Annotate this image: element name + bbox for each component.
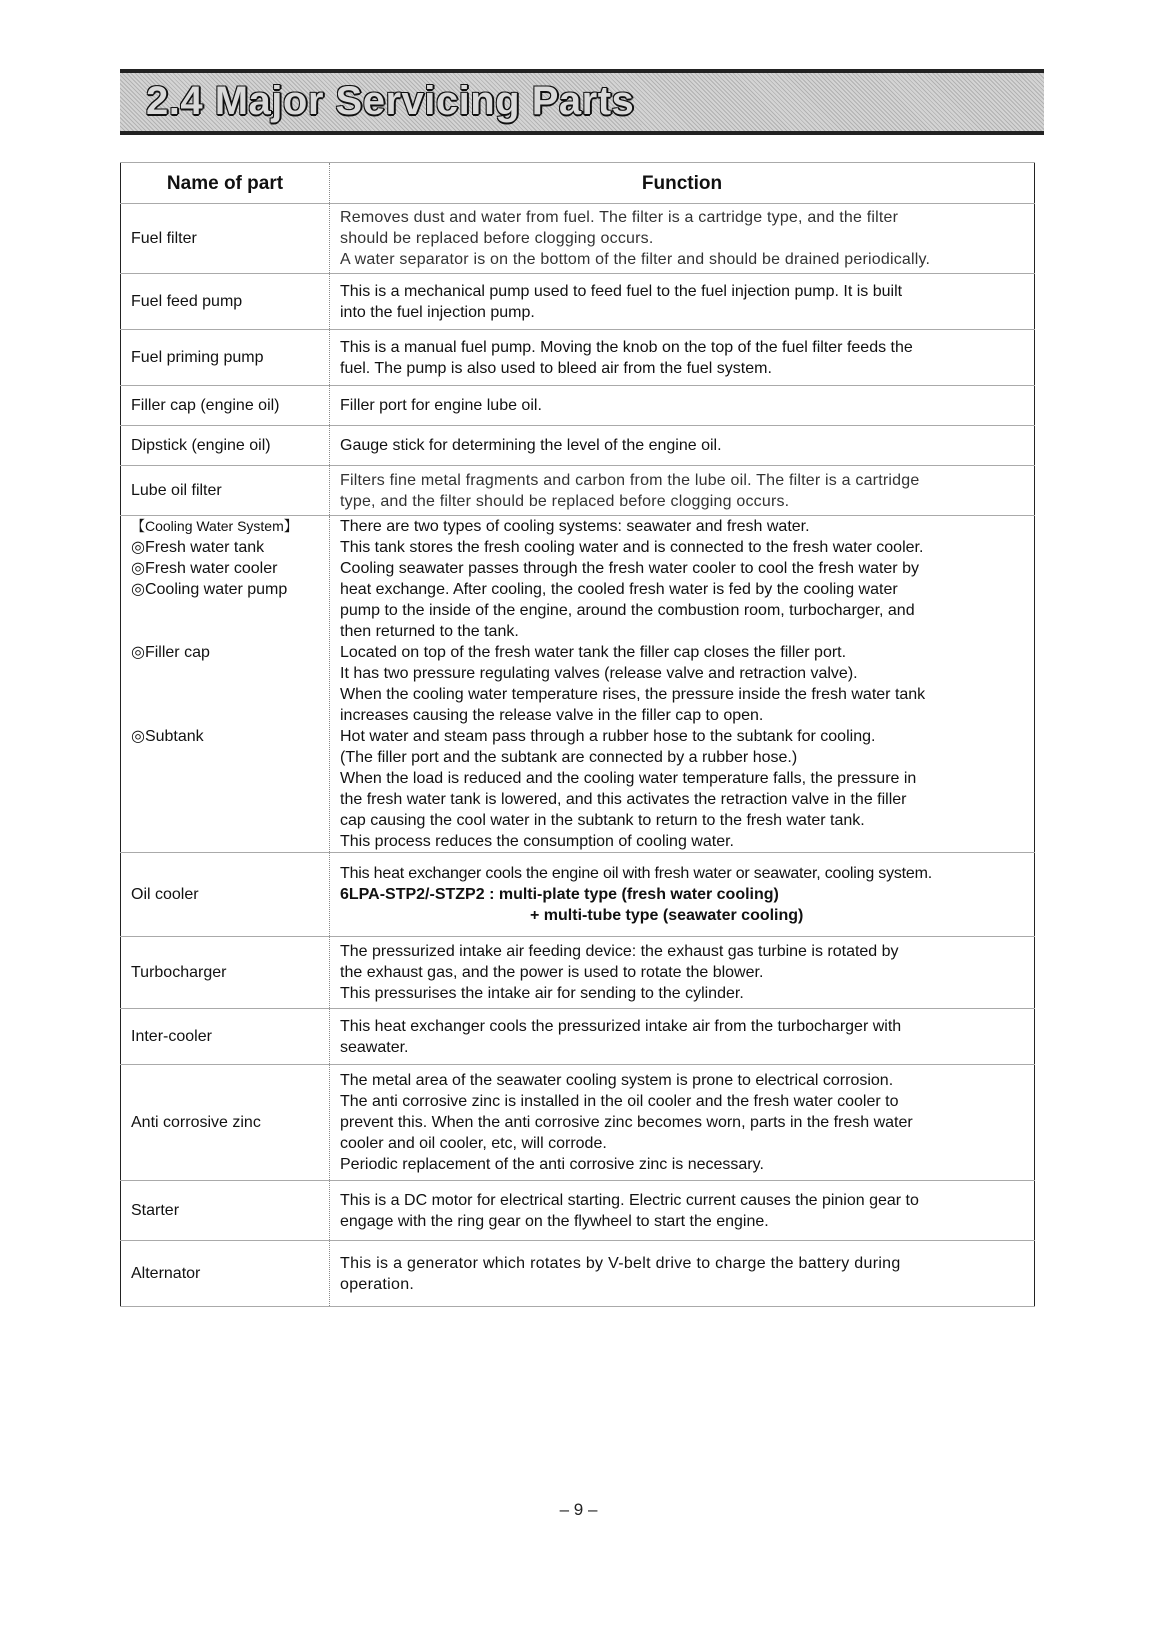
function-line: operation. (340, 1275, 415, 1293)
part-name: ◎Fresh water tank (131, 539, 265, 556)
function-line: increases causing the release valve in the filler cap to open. (340, 707, 764, 724)
section-title: 2.4 Major Servicing Parts (146, 79, 635, 123)
part-name: Starter (121, 1181, 330, 1241)
part-function (330, 516, 1035, 853)
function-line: This is a DC motor for electrical starting. Electric current causes the pinion gear to (340, 1191, 919, 1209)
function-line: A water separator is on the bottom of the filter and should be drained periodically. (340, 251, 931, 268)
function-line: fuel. The pump is also used to bleed air from the fuel system. (340, 359, 772, 377)
part-name: Alternator (121, 1241, 330, 1307)
part-name: ◎Subtank (131, 728, 204, 745)
part-function (330, 386, 1035, 426)
part-name: Anti corrosive zinc (121, 1065, 330, 1181)
function-line: pump to the inside of the engine, around the combustion room, turbocharger, and (340, 602, 915, 619)
function-line: When the cooling water temperature rises, the pressure inside the fresh water tank (340, 686, 926, 703)
function-line: The pressurized intake air feeding device: the exhaust gas turbine is rotated by (340, 943, 899, 960)
part-name: ◎Cooling water pump (131, 581, 288, 598)
function-line: Periodic replacement of the anti corrosive zinc is necessary. (340, 1156, 764, 1173)
function-line: 6LPA-STP2/-STZP2 : multi-plate type (fresh water cooling) (340, 886, 779, 903)
function-line: Gauge stick for determining the level of the engine oil. (340, 437, 722, 454)
part-name: Oil cooler (121, 853, 330, 937)
function-line: Removes dust and water from fuel. The filter is a cartridge type, and the filter (340, 209, 899, 226)
part-function (330, 937, 1035, 1009)
function-line: into the fuel injection pump. (340, 303, 535, 321)
parts-table (120, 162, 1035, 1307)
table-row (121, 1181, 1035, 1241)
function-line: (The filler port and the subtank are connected by a rubber hose.) (340, 749, 798, 766)
function-line: the exhaust gas, and the power is used to rotate the blower. (340, 964, 764, 981)
section-banner (120, 69, 1044, 135)
function-line: This tank stores the fresh cooling water and is connected to the fresh water cooler. (340, 539, 924, 556)
part-function (330, 204, 1035, 274)
table-row (121, 466, 1035, 516)
part-name: ◎Filler cap (131, 644, 210, 661)
part-name: Dipstick (engine oil) (121, 426, 330, 466)
part-name: Turbocharger (121, 937, 330, 1009)
function-line: type, and the filter should be replaced before clogging occurs. (340, 492, 790, 510)
part-name: Inter-cooler (121, 1009, 330, 1065)
part-function (330, 466, 1035, 516)
function-line: Filters fine metal fragments and carbon from the lube oil. The filter is a cartridge (340, 471, 920, 489)
part-name: Fuel priming pump (121, 330, 330, 386)
page-number: – 9 – (559, 1500, 598, 1519)
function-line: This is a mechanical pump used to feed fuel to the fuel injection pump. It is built (340, 282, 903, 300)
table-row (121, 204, 1035, 274)
function-line: the fresh water tank is lowered, and this activates the retraction valve in the filler (340, 791, 907, 808)
function-line: cooler and oil cooler, etc, will corrode. (340, 1135, 607, 1152)
function-line: This heat exchanger cools the pressurized intake air from the turbocharger with (340, 1017, 902, 1035)
table-row (121, 274, 1035, 330)
function-line: The anti corrosive zinc is installed in the oil cooler and the fresh water cooler to (340, 1093, 899, 1110)
table-row (121, 853, 1035, 937)
table-row (121, 330, 1035, 386)
table-row (121, 1241, 1035, 1307)
table-row (121, 426, 1035, 466)
function-line: It has two pressure regulating valves (release valve and retraction valve). (340, 665, 858, 682)
part-function (330, 1241, 1035, 1307)
part-function (330, 853, 1035, 937)
function-line: This process reduces the consumption of cooling water. (340, 833, 734, 850)
part-function (330, 1009, 1035, 1065)
function-line: Filler port for engine lube oil. (340, 397, 542, 414)
function-line: This is a manual fuel pump. Moving the knob on the top of the fuel filter feeds the (340, 338, 913, 356)
function-line: This heat exchanger cools the engine oil with fresh water or seawater, cooling system. (340, 865, 933, 882)
table-row (121, 937, 1035, 1009)
table-row (121, 1065, 1035, 1181)
part-name: Fuel feed pump (121, 274, 330, 330)
table-header-row (121, 163, 1035, 204)
part-name-group (121, 516, 330, 853)
function-line: Cooling seawater passes through the fresh water cooler to cool the fresh water by (340, 560, 919, 577)
part-function (330, 1181, 1035, 1241)
table-row (121, 386, 1035, 426)
function-line: This pressurises the intake air for sending to the cylinder. (340, 985, 744, 1002)
part-name: Filler cap (engine oil) (121, 386, 330, 426)
function-line: prevent this. When the anti corrosive zinc becomes worn, parts in the fresh water (340, 1114, 913, 1131)
part-function (330, 1065, 1035, 1181)
part-name: ◎Fresh water cooler (131, 560, 278, 577)
cooling-system-heading: 【Cooling Water System】 (131, 518, 298, 534)
part-function (330, 426, 1035, 466)
function-line: There are two types of cooling systems: seawater and fresh water. (340, 518, 810, 535)
function-line: Hot water and steam pass through a rubber hose to the subtank for cooling. (340, 728, 876, 745)
function-line: then returned to the tank. (340, 623, 519, 640)
part-function (330, 330, 1035, 386)
part-name: Lube oil filter (121, 466, 330, 516)
part-name: Fuel filter (121, 204, 330, 274)
function-line: + multi-tube type (seawater cooling) (530, 907, 804, 924)
col-function-header: Function (330, 163, 1035, 204)
function-line: The metal area of the seawater cooling system is prone to electrical corrosion. (340, 1072, 894, 1089)
function-line: Located on top of the fresh water tank the filler cap closes the filler port. (340, 644, 847, 661)
table-row (121, 1009, 1035, 1065)
table-row-cooling (121, 516, 1035, 853)
function-line: engage with the ring gear on the flywheel to start the engine. (340, 1212, 769, 1230)
function-line: heat exchange. After cooling, the cooled fresh water is fed by the cooling water (340, 581, 898, 598)
function-line: cap causing the cool water in the subtank to return to the fresh water tank. (340, 812, 865, 829)
part-function (330, 274, 1035, 330)
function-line: This is a generator which rotates by V-belt drive to charge the battery during (340, 1254, 901, 1272)
col-name-header: Name of part (121, 163, 330, 204)
function-line: When the load is reduced and the cooling water temperature falls, the pressure in (340, 770, 917, 787)
function-line: should be replaced before clogging occurs. (340, 230, 654, 247)
function-line: seawater. (340, 1038, 409, 1056)
